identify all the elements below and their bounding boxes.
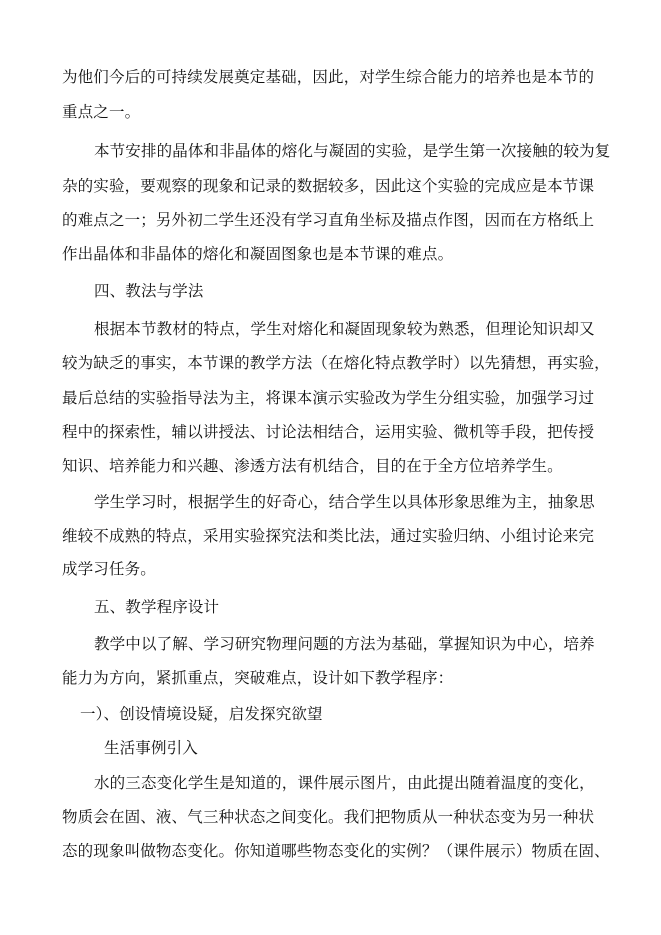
paragraph-line-17: 教学中以了解、学习研究物理问题的方法为基础，掌握知识为中心，培养	[94, 635, 595, 653]
paragraph-line-4: 杂的实验，要观察的现象和记录的数据较多，因此这个实验的完成应是本节课	[62, 177, 595, 195]
paragraph-line-23: 态的现象叫做物态变化。你知道哪些物态变化的实例？（课件展示）物质在固、	[62, 842, 610, 860]
paragraph-line-1: 为他们今后的可持续发展奠定基础，因此，对学生综合能力的培养也是本节的	[62, 68, 595, 86]
paragraph-line-2: 重点之一。	[62, 103, 141, 121]
paragraph-line-12: 知识、培养能力和兴趣、渗透方法有机结合，目的在于全方位培养学生。	[62, 457, 563, 475]
paragraph-line-5: 的难点之一；另外初二学生还没有学习直角坐标及描点作图，因而在方格纸上	[62, 211, 595, 229]
section-heading-four: 四、教法与学法	[94, 282, 204, 300]
paragraph-line-3: 本节安排的晶体和非晶体的熔化与凝固的实验，是学生第一次接触的较为复	[94, 142, 611, 160]
paragraph-line-15: 成学习任务。	[62, 560, 156, 578]
paragraph-line-13: 学生学习时，根据学生的好奇心，结合学生以具体形象思维为主，抽象思	[94, 493, 595, 511]
section-heading-five: 五、教学程序设计	[94, 598, 220, 616]
paragraph-line-21: 水的三态变化学生是知道的，课件展示图片，由此提出随着温度的变化，	[94, 774, 595, 792]
paragraph-line-10: 最后总结的实验指导法为主，将课本演示实验改为学生分组实验，加强学习过	[62, 389, 595, 407]
paragraph-line-11: 程中的探索性，辅以讲授法、讨论法相结合，运用实验、微机等手段，把传授	[62, 423, 595, 441]
subsection-heading: 一）、创设情境设疑，启发探究欲望	[80, 705, 323, 723]
paragraph-line-6: 作出晶体和非晶体的熔化和凝固图象也是本节课的难点。	[62, 245, 454, 263]
paragraph-line-9: 较为缺乏的事实，本节课的教学方法（在熔化特点教学时）以先猜想，再实验，	[62, 354, 610, 372]
paragraph-line-18: 能力为方向，紧抓重点，突破难点，设计如下教学程序：	[62, 669, 454, 687]
paragraph-line-8: 根据本节教材的特点，学生对熔化和凝固现象较为熟悉，但理论知识却又	[94, 320, 595, 338]
paragraph-line-22: 物质会在固、液、气三种状态之间变化。我们把物质从一种状态变为另一种状	[62, 808, 595, 826]
sub-item-heading: 生活事例引入	[104, 739, 198, 757]
paragraph-line-14: 维较不成熟的特点，采用实验探究法和类比法，通过实验归纳、小组讨论来完	[62, 527, 595, 545]
